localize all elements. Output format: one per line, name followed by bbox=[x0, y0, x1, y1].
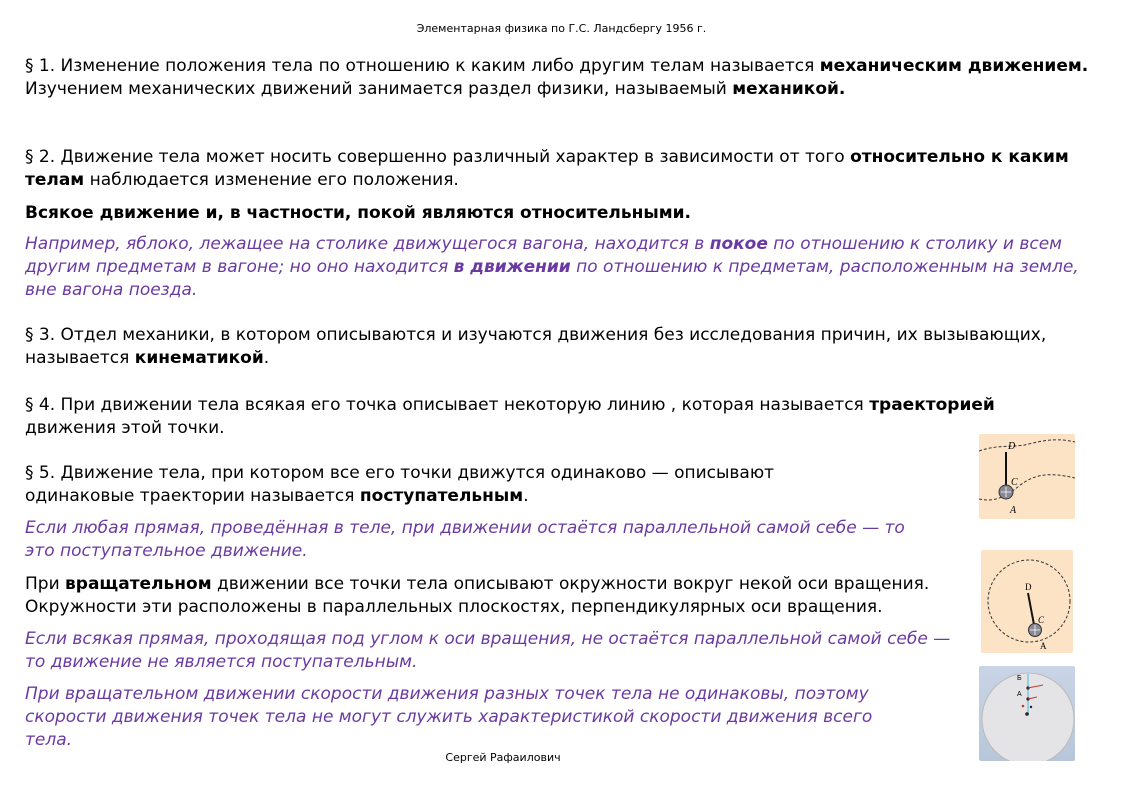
p1-text-2: Изучением механических движений занимается раздел физики, называемый bbox=[25, 79, 733, 99]
paragraph-2-example bbox=[25, 233, 1105, 302]
translational-motion-diagram bbox=[979, 434, 1075, 519]
p2-text: § 2. Движение тела может носить совершенно различный характер в зависимости от того bbox=[25, 147, 851, 167]
example-term-2: в движении bbox=[453, 257, 571, 277]
p6-text-2: движении все точки тела описывают окружности вокруг некой оси вращения. bbox=[211, 574, 930, 594]
fig2-label-d: D bbox=[1025, 582, 1032, 592]
paragraph-5-note bbox=[25, 517, 905, 563]
p7-note-2: скорости движения точек тела не могут служить характеристикой скорости движения всего bbox=[25, 707, 873, 727]
fig3-label-b: Б bbox=[1017, 675, 1022, 682]
example-term: покое bbox=[709, 234, 768, 254]
p3-text: § 3. Отдел механики, в котором описываются и изучаются движения без исследования причин, их вызывающих, называется bbox=[25, 325, 1047, 368]
paragraph-2-statement bbox=[25, 202, 691, 225]
p6-term: вращательном bbox=[65, 574, 212, 594]
p1-text: § 1. Изменение положения тела по отношению к каким либо другим телам называется bbox=[25, 56, 820, 76]
p5-text-2: одинаковые траектории называется bbox=[25, 486, 360, 506]
p1-term: механическим движением. bbox=[819, 56, 1089, 76]
paragraph-7-note bbox=[25, 683, 872, 752]
p6-note-2: то движение не является поступательным. bbox=[25, 652, 418, 672]
p5-term: поступательным bbox=[359, 486, 524, 506]
paragraph-2 bbox=[25, 146, 1105, 192]
p5-text-3: . bbox=[523, 486, 529, 506]
example-text-2: по отношению к столику и всем другим предметам в вагоне; но оно находится bbox=[25, 234, 1062, 277]
p7-note-1: При вращательном движении скорости движения разных точек тела не одинаковы, поэтому bbox=[25, 684, 869, 704]
p3-text-2: . bbox=[263, 348, 270, 368]
paragraph-6 bbox=[25, 573, 929, 619]
paragraph-4 bbox=[25, 394, 1065, 440]
p1-term-2: механикой. bbox=[732, 79, 846, 99]
p4-text: § 4. При движении тела всякая его точка описывает некоторую линию , которая называется bbox=[25, 395, 870, 415]
fig1-label-a: A bbox=[1010, 505, 1017, 516]
rotational-motion-diagram bbox=[981, 550, 1073, 653]
p2-term: относительно к каким телам bbox=[25, 147, 1069, 190]
paragraph-3 bbox=[25, 324, 1105, 370]
paragraph-5 bbox=[25, 462, 774, 508]
relativity-statement: Всякое движение и, в частности, покой являются относительными. bbox=[25, 203, 691, 223]
p6-note-1: Если всякая прямая, проходящая под углом к оси вращения, не остаётся параллельной самой себе — bbox=[25, 629, 951, 649]
p2-text-2: наблюдается изменение его положения. bbox=[84, 170, 459, 190]
p6-text-3: Окружности эти расположены в параллельных плоскостях, перпендикулярных оси вращения. bbox=[25, 597, 883, 617]
fig1-label-c: C bbox=[1011, 477, 1018, 488]
paragraph-6-note bbox=[25, 628, 950, 674]
fig2-label-a: A bbox=[1040, 641, 1047, 651]
page-footer: Сергей Рафаилович bbox=[445, 751, 561, 764]
p5-note-1: Если любая прямая, проведённая в теле, при движении остаётся параллельной самой себе — то bbox=[25, 518, 905, 538]
paragraph-1 bbox=[25, 55, 1088, 101]
p3-term: кинематикой bbox=[134, 348, 264, 368]
rotating-disk-figure bbox=[979, 666, 1075, 761]
example-text-3: по отношению к предметам, расположенным на земле, вне вагона поезда. bbox=[25, 257, 1079, 300]
p6-text: При bbox=[25, 574, 66, 594]
p5-text: § 5. Движение тела, при котором все его точки движутся одинаково — описывают bbox=[25, 463, 775, 483]
rotational-motion-figure bbox=[981, 550, 1073, 653]
p5-note-2: это поступательное движение. bbox=[25, 541, 308, 561]
fig2-label-c: C bbox=[1038, 615, 1045, 625]
fig3-label-a: А bbox=[1017, 691, 1022, 698]
example-text: Например, яблоко, лежащее на столике движущегося вагона, находится в bbox=[25, 234, 710, 254]
rotating-disk-diagram bbox=[979, 666, 1075, 761]
fig1-label-d: D bbox=[1008, 441, 1016, 452]
translational-motion-figure bbox=[979, 434, 1075, 519]
p4-text-2: движения этой точки. bbox=[25, 418, 225, 438]
p7-note-3: тела. bbox=[25, 730, 73, 750]
p4-term: траекторией bbox=[869, 395, 995, 415]
page-header: Элементарная физика по Г.С. Ландсбергу 1956 г. bbox=[416, 22, 707, 35]
